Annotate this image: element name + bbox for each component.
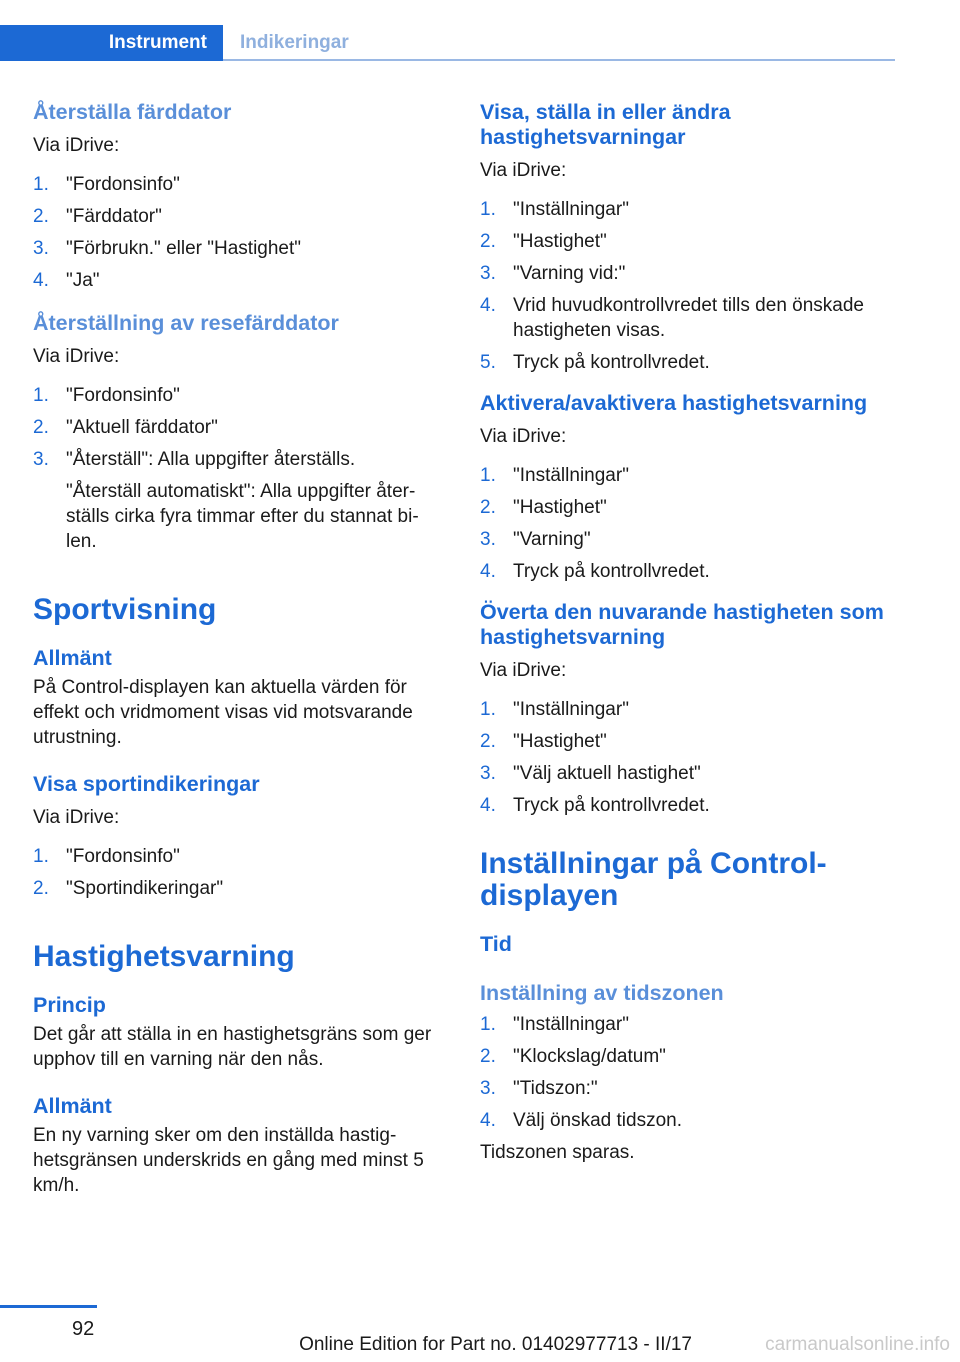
section-text: En ny varning sker om den inställda hastig‐ hetsgränsen underskrids en gång med minst 5 km/h. bbox=[33, 1125, 424, 1196]
section-title: Allmänt bbox=[33, 1094, 112, 1118]
list-item: 3. "Förbrukn." eller "Hastighet" bbox=[33, 238, 302, 259]
list-item: 2. "Hastighet" bbox=[480, 497, 607, 518]
step-list bbox=[33, 844, 453, 901]
edition-text: Online Edition for Part no. 01402977713 - II/17 bbox=[299, 1334, 692, 1355]
list-item: 1. "Fordonsinfo" bbox=[33, 846, 180, 867]
step-list bbox=[480, 1012, 900, 1133]
watermark: carmanualsonline.info bbox=[765, 1334, 950, 1355]
list-item: 3. "Varning" bbox=[480, 529, 591, 550]
list-item: 3. "Varning vid:" bbox=[480, 263, 626, 284]
section-title: Överta den nuvarande hastigheten som hastighetsvarning bbox=[480, 600, 884, 649]
chapter-title: Hastighetsvarning bbox=[33, 940, 295, 973]
section-title: Återställa färddator bbox=[33, 100, 232, 124]
section-intro: Via iDrive: bbox=[480, 660, 567, 681]
step-list bbox=[480, 197, 900, 375]
list-item: 2. "Klockslag/datum" bbox=[480, 1046, 666, 1067]
list-item: 2. "Aktuell färddator" bbox=[33, 417, 218, 438]
list-item: 1. "Inställningar" bbox=[480, 199, 629, 220]
section-title: Aktivera/avaktivera hastighetsvarning bbox=[480, 391, 868, 415]
list-item: 4. "Ja" bbox=[33, 270, 100, 291]
left-column bbox=[33, 100, 453, 1198]
list-item: 2. "Sportindikeringar" bbox=[33, 878, 224, 899]
tab-indikeringar[interactable]: Indikeringar bbox=[240, 32, 349, 53]
list-item: 4. Tryck på kontrollvredet. bbox=[480, 795, 710, 816]
list-item: 4. Välj önskad tidszon. bbox=[480, 1110, 682, 1131]
list-item: 2. "Hastighet" bbox=[480, 231, 607, 252]
footer-divider bbox=[0, 1305, 97, 1308]
list-item-note: "Återställ automatiskt": Alla uppgifter åter‐ ställs cirka fyra timmar efter du stannat bi‐ len. bbox=[66, 481, 419, 552]
step-list bbox=[33, 383, 453, 554]
section-title: Inställning av tidszonen bbox=[480, 981, 724, 1005]
list-item: 1. "Fordonsinfo" bbox=[33, 174, 180, 195]
list-item: 2. "Hastighet" bbox=[480, 731, 607, 752]
section-title: Visa sportindikeringar bbox=[33, 772, 260, 796]
header-divider bbox=[223, 59, 895, 61]
chapter-title: Inställningar på Control- displayen bbox=[480, 847, 827, 912]
section-title: Allmänt bbox=[33, 646, 112, 670]
list-item: 1. "Inställningar" bbox=[480, 465, 629, 486]
section-title: Tid bbox=[480, 932, 512, 956]
step-list bbox=[33, 172, 453, 293]
list-item: 3. "Återställ": Alla uppgifter återställs. "Återställ automatiskt": Alla uppgifter åter‐ ställs cirka fyra timmar efter du stannat bi‐ len. bbox=[33, 447, 453, 554]
list-item: 4. Tryck på kontrollvredet. bbox=[480, 561, 710, 582]
section-intro: Via iDrive: bbox=[33, 135, 120, 156]
section-text: Tidszonen sparas. bbox=[480, 1142, 635, 1163]
list-item: 1. "Inställningar" bbox=[480, 699, 629, 720]
section-text: På Control-displayen kan aktuella värden för effekt och vridmoment visas vid motsvarande utrustning. bbox=[33, 677, 413, 748]
right-column bbox=[480, 100, 900, 1165]
chapter-header bbox=[0, 25, 895, 63]
section-title: Princip bbox=[33, 993, 106, 1017]
section-text: Det går att ställa in en hastighetsgräns som ger upphov till en varning när den nås. bbox=[33, 1024, 432, 1070]
list-item: 5. Tryck på kontrollvredet. bbox=[480, 352, 710, 373]
list-item: 3. "Välj aktuell hastighet" bbox=[480, 763, 701, 784]
page-number: 92 bbox=[72, 1318, 95, 1340]
section-intro: Via iDrive: bbox=[480, 160, 567, 181]
list-item: 1. "Fordonsinfo" bbox=[33, 385, 180, 406]
list-item: 4. Vrid huvudkontrollvredet tills den önskade hastigheten visas. bbox=[480, 295, 864, 341]
step-list bbox=[480, 697, 900, 818]
list-item: 2. "Färddator" bbox=[33, 206, 162, 227]
section-title: Visa, ställa in eller ändra hastighetsvarningar bbox=[480, 100, 731, 149]
section-intro: Via iDrive: bbox=[33, 807, 120, 828]
section-intro: Via iDrive: bbox=[480, 426, 567, 447]
tab-instrument[interactable]: Instrument bbox=[0, 25, 223, 61]
list-item: 3. "Tidszon:" bbox=[480, 1078, 598, 1099]
step-list bbox=[480, 463, 900, 584]
list-item: 1. "Inställningar" bbox=[480, 1014, 629, 1035]
section-intro: Via iDrive: bbox=[33, 346, 120, 367]
chapter-title: Sportvisning bbox=[33, 593, 217, 626]
section-title: Återställning av resefärddator bbox=[33, 311, 339, 335]
